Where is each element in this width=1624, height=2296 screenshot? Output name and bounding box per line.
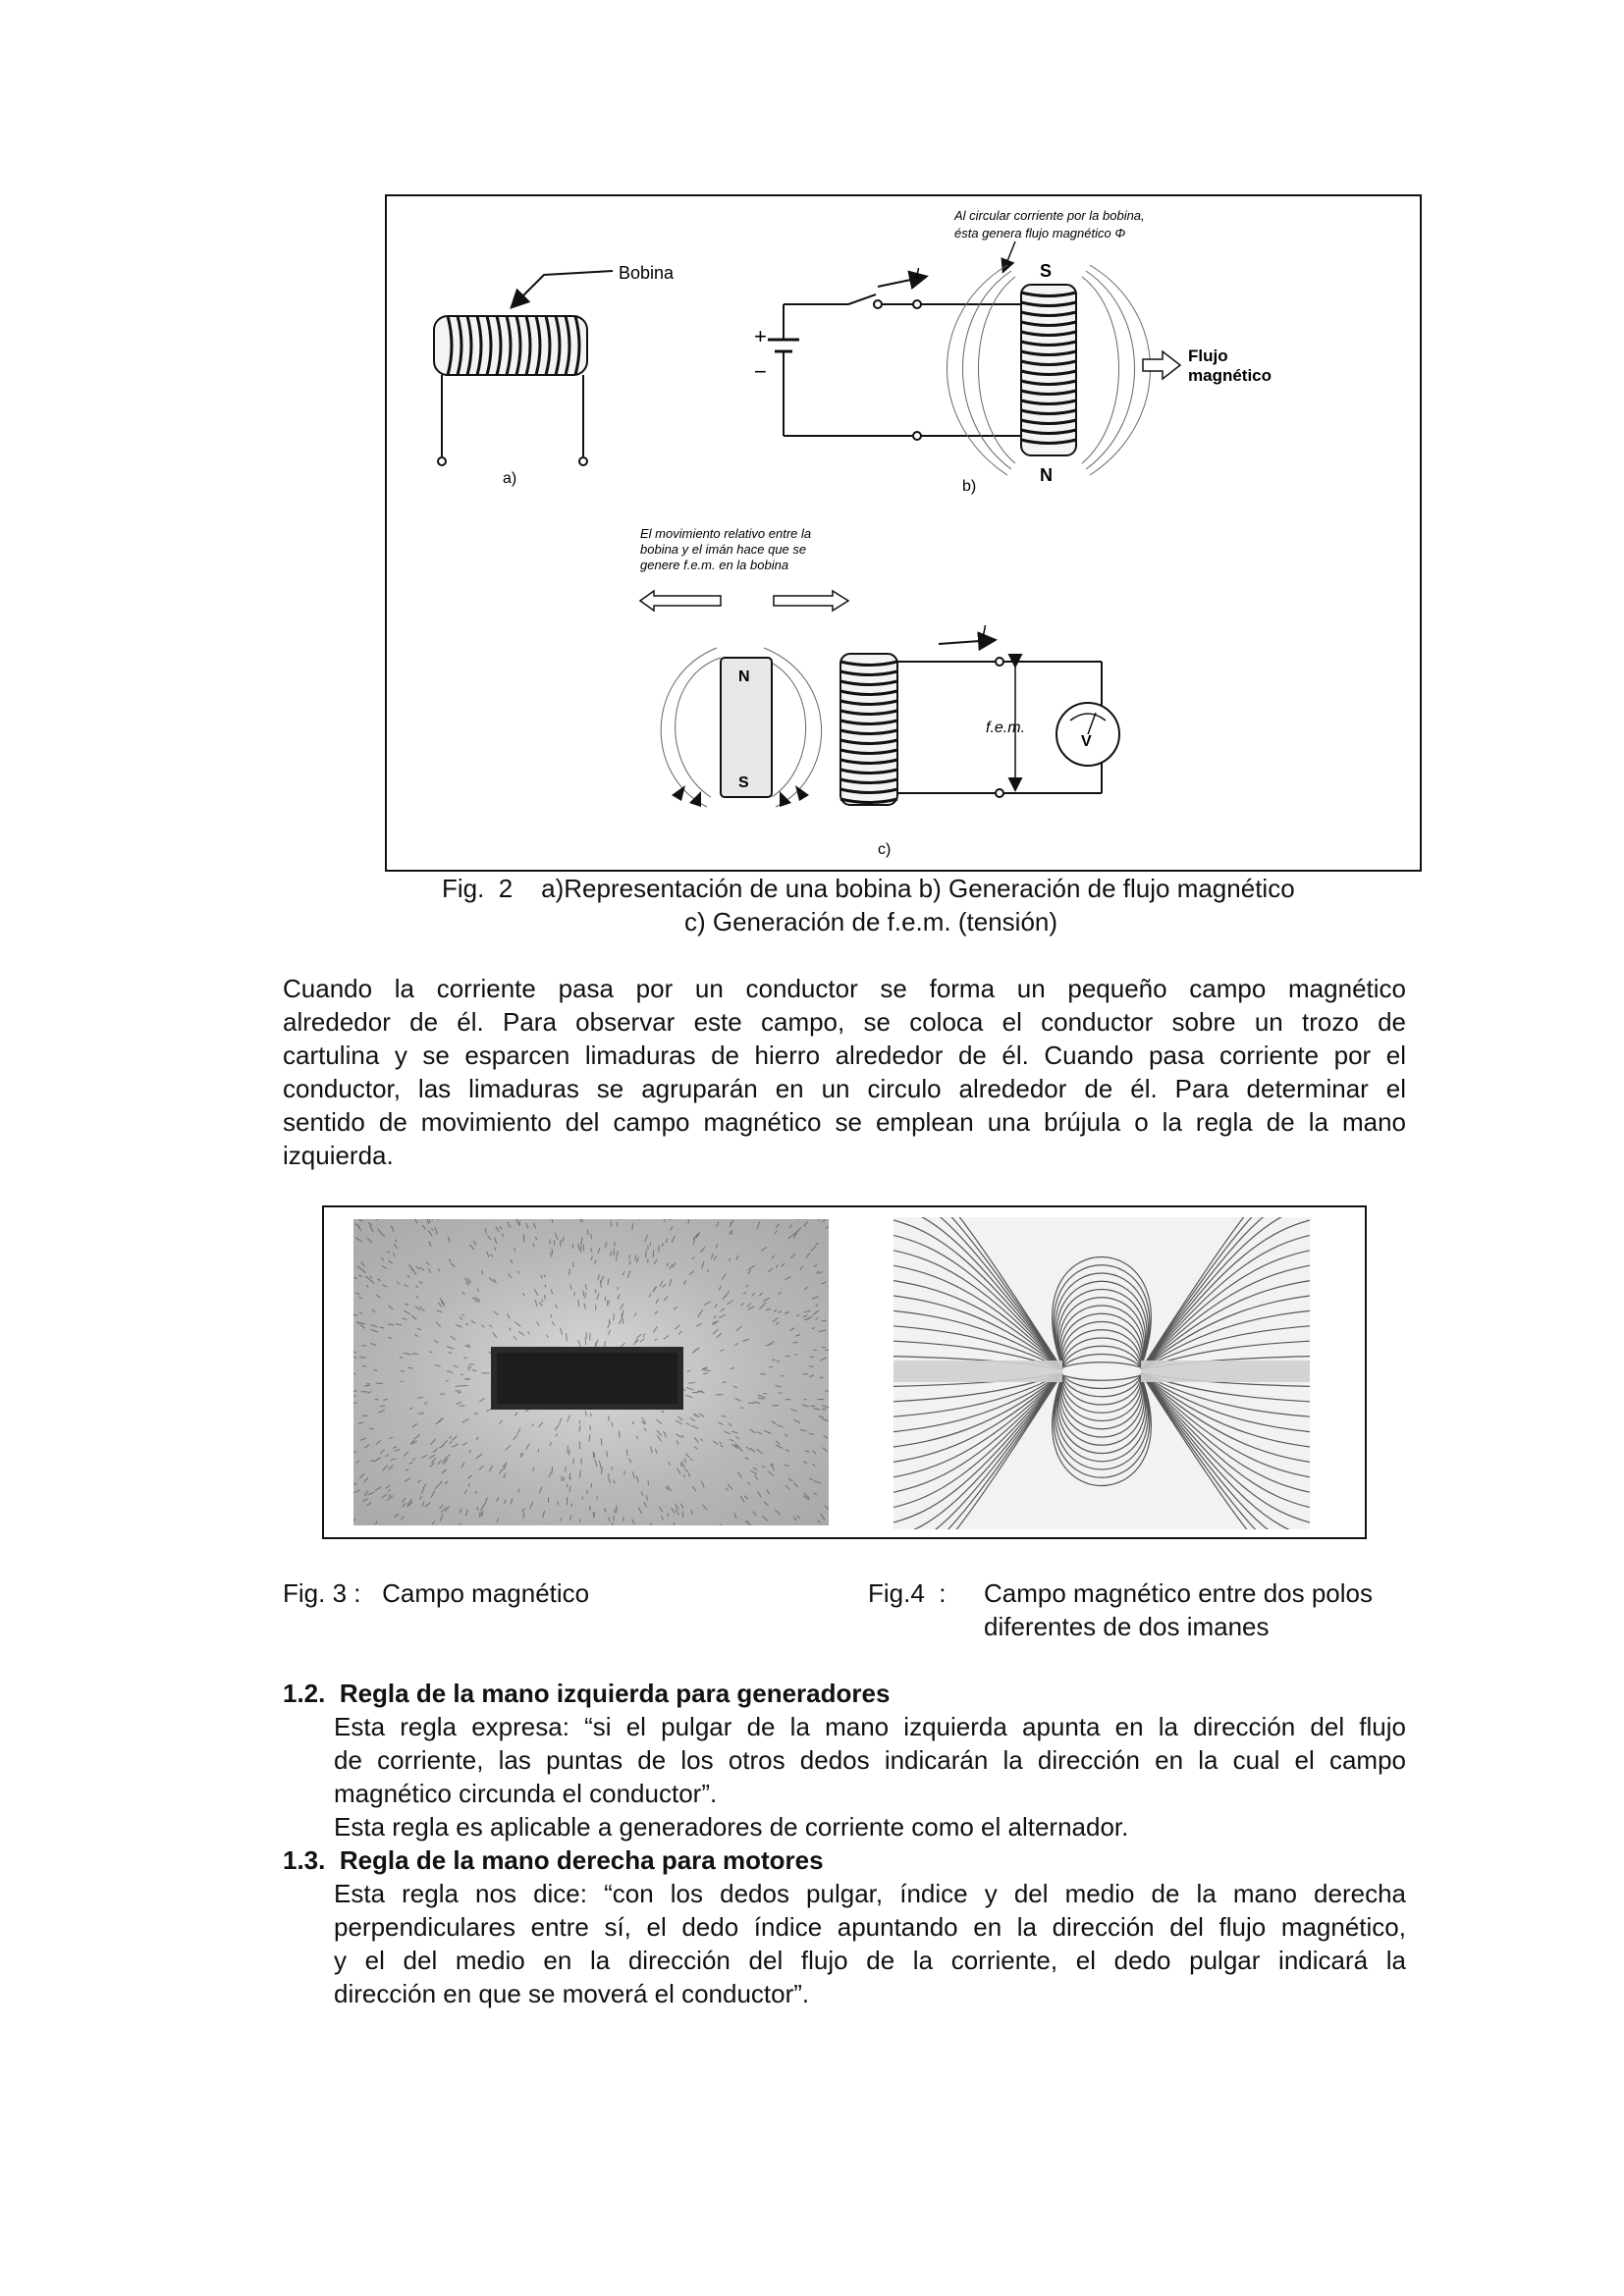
- filings-svg-2: [893, 1217, 1310, 1529]
- section-line: y el del medio en la dirección del flujo de la corriente, el dedo pulgar indicará la: [334, 1946, 1406, 1975]
- magnet-s: S: [738, 774, 749, 791]
- paragraph-line: sentido de movimiento del campo magnético se emplean una brújula o la regla de la mano: [283, 1107, 1406, 1137]
- motion-note-line3: genere f.e.m. en la bobina: [640, 558, 789, 572]
- motion-note-line2: bobina y el imán hace que se: [640, 542, 807, 557]
- body-paragraph: [283, 972, 1406, 1172]
- coil-a: [434, 263, 675, 487]
- label-b: b): [962, 478, 977, 495]
- battery-plus: +: [754, 324, 767, 348]
- magnetic-field-photo-2: [893, 1217, 1310, 1529]
- label-c: c): [878, 841, 892, 858]
- motion-note-line1: El movimiento relativo entre la: [640, 526, 812, 541]
- paragraph-line: cartulina y se esparcen limaduras de hierro alrededor de él. Cuando pasa corriente por el: [283, 1041, 1406, 1070]
- flujo-label-1: Flujo: [1188, 347, 1228, 365]
- paragraph-line: izquierda.: [283, 1141, 394, 1170]
- figure-4-caption-line2: diferentes de dos imanes: [984, 1612, 1270, 1641]
- label-a: a): [503, 470, 517, 487]
- paragraph-line: Cuando la corriente pasa por un conductor se forma un pequeño campo magnético: [283, 974, 1406, 1003]
- section-1-2-body: [334, 1710, 1406, 1843]
- magnet-n: N: [738, 668, 750, 685]
- fem-label: f.e.m.: [986, 720, 1026, 736]
- pole-s-b: S: [1040, 261, 1053, 281]
- figure-2-diagram: [385, 194, 1422, 872]
- voltmeter-label: V: [1081, 733, 1092, 750]
- section-line: magnético circunda el conductor”.: [334, 1779, 718, 1808]
- bobina-label: Bobina: [619, 263, 675, 283]
- section-line-extra: Esta regla es aplicable a generadores de corriente como el alternador.: [334, 1812, 1129, 1842]
- current-label-c: I: [982, 623, 987, 640]
- section-1-3-heading: 1.3. Regla de la mano derecha para motores: [283, 1845, 824, 1875]
- flux-note-line1: Al circular corriente por la bobina,: [954, 208, 1145, 223]
- figure-3-4-photos: [322, 1205, 1367, 1539]
- battery-minus: −: [754, 359, 767, 384]
- figure-3-caption: Fig. 3 : Campo magnético: [283, 1578, 590, 1608]
- figure-4-caption-line1: Campo magnético entre dos polos: [984, 1578, 1374, 1608]
- circuit-b: [754, 208, 1272, 495]
- figure-2-caption-line1: Fig. 2 a)Representación de una bobina b) Generación de flujo magnético: [442, 874, 1295, 903]
- flux-note-line2: ésta genera flujo magnético Φ: [954, 226, 1126, 240]
- pole-n-b: N: [1040, 465, 1053, 485]
- section-line: Esta regla expresa: “si el pulgar de la mano izquierda apunta en la dirección del flujo: [334, 1712, 1406, 1741]
- figure-4-caption-prefix: Fig.4 :: [868, 1578, 947, 1608]
- magnetic-field-photo-1: [353, 1219, 829, 1525]
- paragraph-line: alrededor de él. Para observar este campo, se coloca el conductor sobre un trozo de: [283, 1007, 1406, 1037]
- figure-2-svg: [387, 196, 1420, 870]
- paragraph-line: conductor, las limaduras se agruparán en un circulo alrededor de él. Para determinar el: [283, 1074, 1406, 1103]
- current-label-b: I: [915, 266, 920, 283]
- section-line: perpendiculares entre sí, el dedo índice apuntando en la dirección del flujo magnético,: [334, 1912, 1406, 1942]
- section-1-3-body: [334, 1877, 1406, 2010]
- section-line: de corriente, las puntas de los otros dedos indicarán la dirección en la cual el campo: [334, 1745, 1406, 1775]
- section-line: Esta regla nos dice: “con los dedos pulgar, índice y del medio de la mano derecha: [334, 1879, 1406, 1908]
- flujo-label-2: magnético: [1188, 366, 1272, 385]
- section-1-2-heading: 1.2. Regla de la mano izquierda para generadores: [283, 1679, 891, 1708]
- filings-svg-1: [353, 1219, 829, 1525]
- section-line: dirección en que se moverá el conductor”.: [334, 1979, 810, 2008]
- figure-2-caption-line2: c) Generación de f.e.m. (tensión): [683, 907, 1058, 936]
- magnet-coil-c: [640, 526, 1119, 858]
